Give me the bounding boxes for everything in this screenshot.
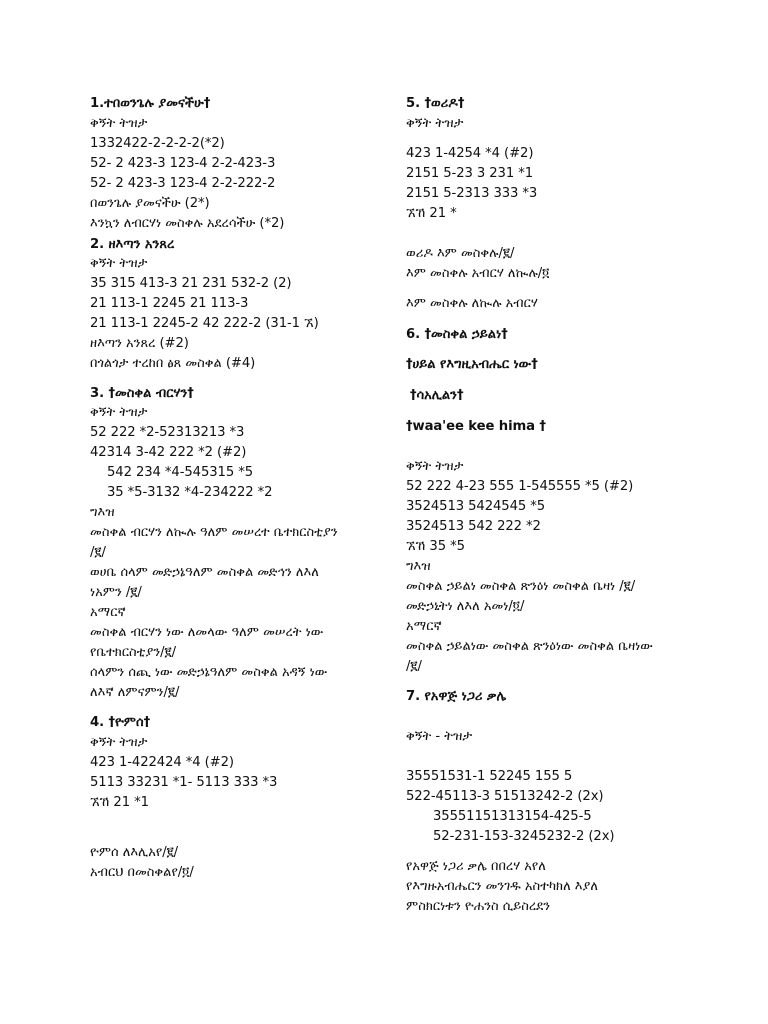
text-line: 21 113-1 2245-2 42 222-2 (31-1 ኧ) xyxy=(90,316,319,331)
text-line: በጎልጎታ ተረከበ ፅጸ መስቀል (#4) xyxy=(90,356,256,371)
text-line: አብርህ በመስቀልየ/፬/ xyxy=(90,865,194,880)
section-subheading: †waa'ee kee hima † xyxy=(406,419,546,434)
text-line: ቅኝት ትዝታ xyxy=(90,405,148,420)
section-heading: 7. የአዋጅ ነጋሪ ቃሌ xyxy=(406,689,507,704)
text-line: /፪/ xyxy=(90,545,106,560)
text-line: ዮምሰ ለእሊአየ/፪/ xyxy=(90,845,179,860)
text-line: አማርኛ xyxy=(406,619,442,634)
text-line: ቅኝት - ትዝታ xyxy=(406,729,473,744)
text-line: መስቀል ብርሃን ነው ለመላው ዓለም መሠረት ነው xyxy=(90,625,324,640)
text-line: /፪/ xyxy=(406,659,422,674)
text-line: 21 113-1 2245 21 113-3 xyxy=(90,296,249,311)
text-line: ግእዝ xyxy=(406,559,431,574)
text-line: እም መስቀሉ ለኲሉ አብርሃ xyxy=(406,296,538,311)
text-line: 3524513 542 222 *2 xyxy=(406,519,541,534)
section-subheading: †ሀይል የእግዚአብሔር ነው† xyxy=(406,357,538,372)
text-line: ምስክርነቱን ዮሐንስ ሲይስረደን xyxy=(406,899,551,914)
text-line: አማርኛ xyxy=(90,605,126,620)
text-line: እንኳን ለብርሃነ መስቀሉ አደረሳችሁ (*2) xyxy=(90,216,285,231)
text-line: 52 222 *2-52313213 *3 xyxy=(90,425,245,440)
text-line: 2151 5-23 3 231 *1 xyxy=(406,166,534,181)
text-line: 35551151313154-425-5 xyxy=(433,809,592,824)
text-line: 423 1-422424 *4 (#2) xyxy=(90,755,234,770)
text-line: 35551531-1 52245 155 5 xyxy=(406,769,573,784)
text-line: የቤተክርስቲያን/፪/ xyxy=(90,645,176,660)
text-line: ቅኝት ትዝታ xyxy=(406,459,464,474)
text-line: ቅኝት ትዝታ xyxy=(90,735,148,750)
text-line: 52- 2 423-3 123-4 2-2-423-3 xyxy=(90,156,276,171)
text-line: ሰላምን ሰጪ ነው መድኃኔዓለም መስቀል አዳኝ ነው xyxy=(90,665,328,680)
text-line: ኧኸ 21 * xyxy=(406,206,457,221)
text-line: ኧኸ 35 *5 xyxy=(406,539,465,554)
text-line: 542 234 *4-545315 *5 xyxy=(107,465,253,480)
text-line: መስቀል ኃይልነ መስቀል ጽንዕነ መስቀል ቤዛነ /፪/ xyxy=(406,579,636,594)
text-line: 5113 33231 *1- 5113 333 *3 xyxy=(90,775,278,790)
section-heading: 6. †መስቀል ኃይልነ† xyxy=(406,327,508,342)
text-line: 52- 2 423-3 123-4 2-2-222-2 xyxy=(90,176,276,191)
text-line: ወሪዶ እም መስቀሉ/፪/ xyxy=(406,246,515,261)
section-heading: 5. †ወሪዶ† xyxy=(406,96,465,111)
text-line: 35 315 413-3 21 231 532-2 (2) xyxy=(90,276,292,291)
text-line: መስቀል ኃይልነው መስቀል ጽንዕነው መስቀል ቤዛነው xyxy=(406,639,653,654)
text-line: መስቀል ብርሃን ለኲሉ ዓለም መሠረተ ቤተክርስቲያን xyxy=(90,525,338,540)
text-line: መድኃኒትነ ለእለ አመነ/፬/ xyxy=(406,599,525,614)
text-line: እም መስቀሉ አብርሃ ለኲሉ/፬ xyxy=(406,266,550,281)
text-line: ለእኛ ለምናምን/፪/ xyxy=(90,685,180,700)
text-line: 52-231-153-3245232-2 (2x) xyxy=(433,829,615,844)
text-line: የአዋጅ ነጋሪ ቃሌ በበረሃ አየለ xyxy=(406,859,546,874)
text-line: ወሀቤ ሰላም መድኃኔዓለም መስቀል መድኅን ለእለ xyxy=(90,565,319,580)
text-line: 35 *5-3132 *4-234222 *2 xyxy=(107,485,273,500)
text-line: 52 222 4-23 555 1-545555 *5 (#2) xyxy=(406,479,634,494)
section-heading: 1.ተበወንጌሉ ያመናችሁ† xyxy=(90,96,211,111)
text-line: ነአምን /፪/ xyxy=(90,585,142,600)
text-line: ቅኝት ትዝታ xyxy=(90,256,148,271)
section-heading: 3. †መስቀል ብርሃን† xyxy=(90,386,194,401)
section-subheading: †ሳአሊልን† xyxy=(410,388,464,403)
section-heading: 2. ዘእጣን አንጸረ xyxy=(90,237,175,252)
text-line: 42314 3-42 222 *2 (#2) xyxy=(90,445,247,460)
text-line: 1332422-2-2-2-2(*2) xyxy=(90,136,225,151)
text-line: በወንጌሉ ያመናችሁ (2*) xyxy=(90,196,210,211)
text-line: 423 1-4254 *4 (#2) xyxy=(406,146,534,161)
text-line: ቅኝት ትዝታ xyxy=(90,116,148,131)
text-line: ግእዝ xyxy=(90,505,115,520)
text-line: ቅኝት ትዝታ xyxy=(406,116,464,131)
text-line: ኧኸ 21 *1 xyxy=(90,795,149,810)
text-line: 2151 5-2313 333 *3 xyxy=(406,186,538,201)
text-line: 522-45113-3 51513242-2 (2x) xyxy=(406,789,604,804)
text-line: ዘእጣን አንጸረ (#2) xyxy=(90,336,189,351)
section-heading: 4. †ዮምሰ† xyxy=(90,715,151,730)
text-line: 3524513 5424545 *5 xyxy=(406,499,546,514)
text-line: የእግዙአብሔርን መንገዱ አስተካክለ እያለ xyxy=(406,879,598,894)
